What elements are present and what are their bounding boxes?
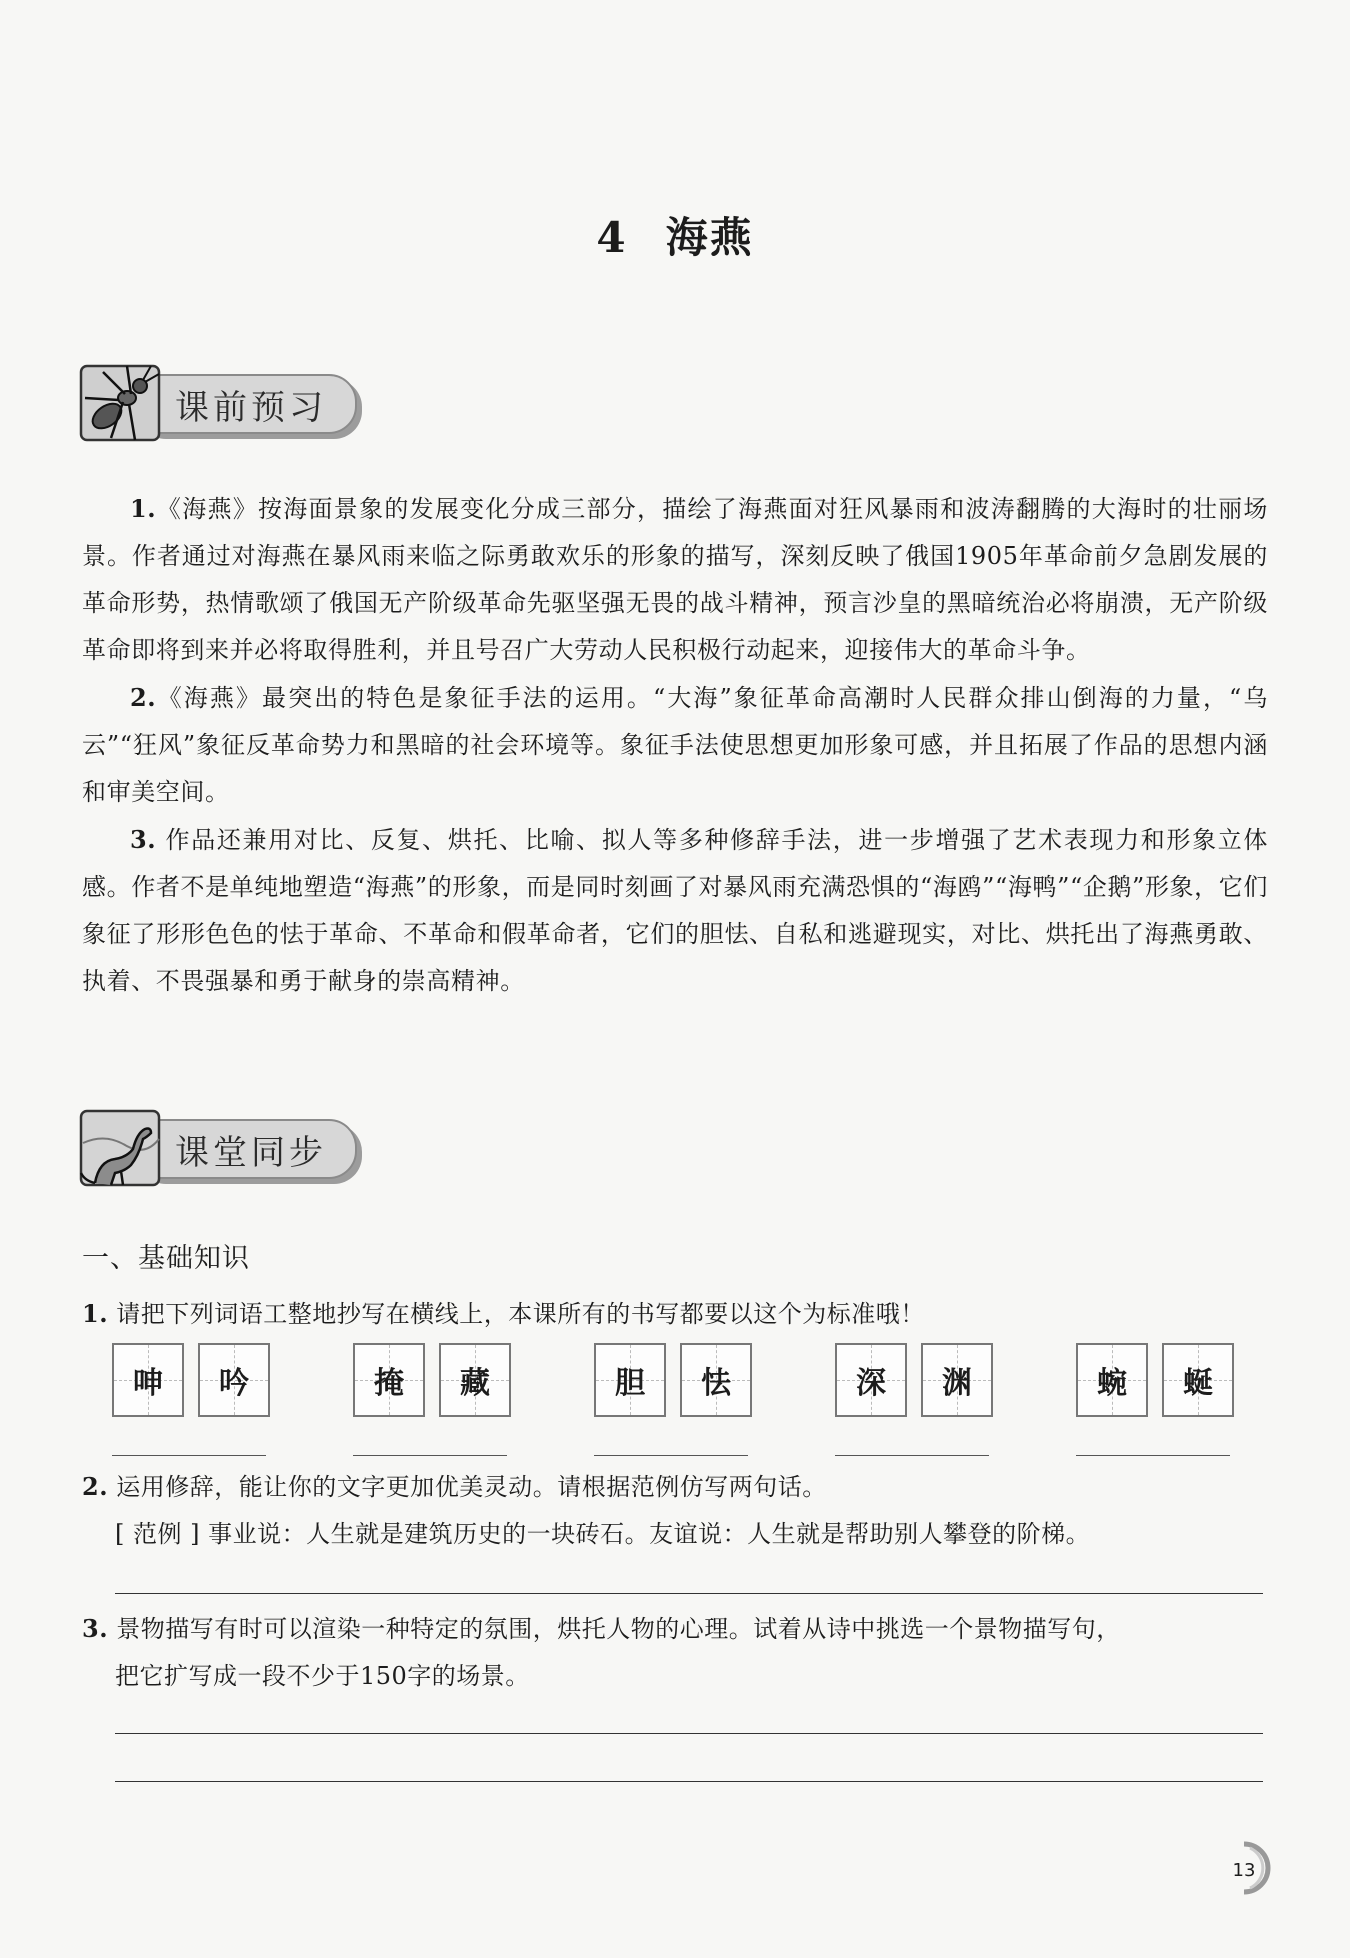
- char: 深: [856, 1366, 886, 1401]
- char: 渊: [942, 1366, 972, 1401]
- paragraph-text: 《海燕》按海面景象的发展变化分成三部分，描绘了海燕面对狂风暴雨和波涛翻腾的大海时的壮丽场景。作者通过对海燕在暴风雨来临之际勇敢欢乐的形象的描写，深刻反映了俄国1905年革命前夕急剧发展的革命形势，热情歌颂了俄国无产阶级革命先驱坚强无畏的战斗精神，预言沙皇的黑暗统治必将崩溃，无产阶级革命即将到来并必将取得胜利，并且号召广大劳动人民积极行动起来，迎接伟大的革命斗争。: [82, 495, 1268, 664]
- char: 怯: [701, 1366, 731, 1401]
- write-line[interactable]: [594, 1455, 748, 1456]
- page-title: [0, 205, 1350, 265]
- char: 蜿: [1097, 1366, 1127, 1401]
- char: 吟: [219, 1366, 249, 1401]
- char-cell: [439, 1343, 511, 1417]
- write-line[interactable]: [353, 1455, 507, 1456]
- section-badge-preview: [75, 358, 365, 448]
- answer-line[interactable]: [115, 1781, 1263, 1782]
- preview-paragraph: [82, 816, 1268, 1005]
- char-cell: [198, 1343, 270, 1417]
- question-number: 3.: [82, 1614, 109, 1643]
- question-text: 运用修辞，能让你的文字更加优美灵动。请根据范例仿写两句话。: [108, 1473, 827, 1501]
- char: 藏: [460, 1366, 490, 1401]
- paragraph-text: 《海燕》最突出的特色是象征手法的运用。“大海”象征革命高潮时人民群众排山倒海的力量，“乌云”“狂风”象征反革命势力和黑暗的社会环境等。象征手法使思想更加形象可感，并且拓展了作品的思想内涵和审美空间。: [82, 684, 1268, 806]
- write-line[interactable]: [1076, 1455, 1230, 1456]
- item-number: 2.: [130, 683, 157, 712]
- subheading-basics: 一、基础知识: [82, 1243, 250, 1274]
- char-cell: [353, 1343, 425, 1417]
- char-cell: [835, 1343, 907, 1417]
- question-text: 景物描写有时可以渲染一种特定的氛围，烘托人物的心理。试着从诗中挑选一个景物描写句，: [108, 1615, 1121, 1643]
- char: 蜒: [1183, 1366, 1213, 1401]
- char-cell: [594, 1343, 666, 1417]
- example-text: [ 范例 ] 事业说：人生就是建筑历史的一块砖石。友谊说：人生就是帮助别人攀登的阶梯。: [115, 1520, 1091, 1548]
- char: 胆: [615, 1366, 645, 1401]
- section-badge-classroom: [75, 1103, 365, 1193]
- question-text: 请把下列词语工整地抄写在横线上，本课所有的书写都要以这个为标准哦！: [108, 1300, 925, 1328]
- write-line[interactable]: [112, 1455, 266, 1456]
- char-cell: [921, 1343, 993, 1417]
- answer-line[interactable]: [115, 1593, 1263, 1594]
- question-number: 2.: [82, 1472, 109, 1501]
- question-number: 1.: [82, 1299, 109, 1328]
- question-3: [82, 1605, 1272, 1700]
- char-cell: [680, 1343, 752, 1417]
- answer-line[interactable]: [115, 1733, 1263, 1734]
- question-2: [82, 1463, 1272, 1558]
- char-cell: [112, 1343, 184, 1417]
- char-cell: [1076, 1343, 1148, 1417]
- copy-words-area: [110, 1343, 1240, 1463]
- ant-icon: [75, 358, 165, 448]
- write-line[interactable]: [835, 1455, 989, 1456]
- preview-text: [82, 485, 1268, 1005]
- preview-paragraph: [82, 485, 1268, 674]
- section-label: 课堂同步: [175, 1133, 327, 1173]
- lesson-number: 4: [596, 213, 628, 262]
- dinosaur-icon: [75, 1103, 165, 1193]
- paragraph-text: 作品还兼用对比、反复、烘托、比喻、拟人等多种修辞手法，进一步增强了艺术表现力和形象立体感。作者不是单纯地塑造“海燕”的形象，而是同时刻画了对暴风雨充满恐惧的“海鸥”“海鸭”“企鹅”形象，它们象征了形形色色的怯于革命、不革命和假革命者，它们的胆怯、自私和逃避现实，对比、烘托出了海燕勇敢、执着、不畏强暴和勇于献身的崇高精神。: [82, 826, 1268, 995]
- preview-paragraph: [82, 674, 1268, 816]
- lesson-title: 海燕: [665, 213, 754, 262]
- char-cell: [1162, 1343, 1234, 1417]
- item-number: 1.: [130, 494, 157, 523]
- char: 呻: [133, 1366, 163, 1401]
- item-number: 3.: [130, 825, 157, 854]
- question-text-continued: 把它扩写成一段不少于150字的场景。: [115, 1662, 530, 1690]
- question-1: [82, 1290, 1272, 1338]
- page-number: 13: [1232, 1859, 1256, 1881]
- section-label: 课前预习: [175, 388, 327, 428]
- char: 掩: [374, 1366, 404, 1401]
